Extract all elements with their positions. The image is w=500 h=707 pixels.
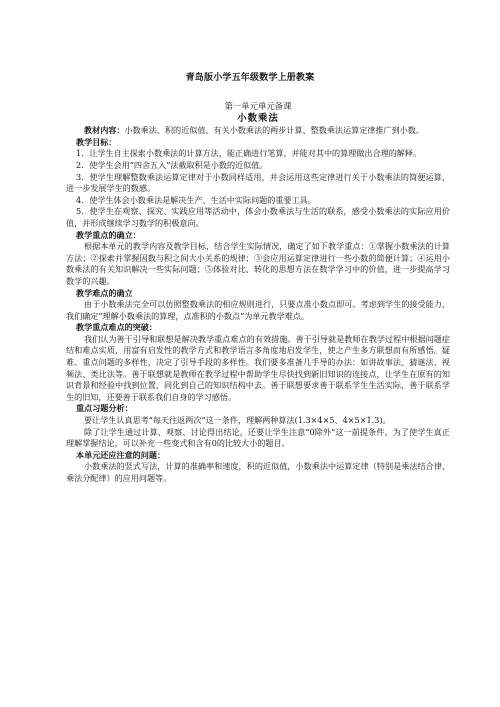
content-label: 教材内容： bbox=[84, 125, 125, 136]
goal-item: 3．使学生理解整数乘法运算定律对于小数同样适用，并会运用这些定律进行关于小数乘法的简便运算，进一步发展学生的数感。 bbox=[66, 171, 450, 194]
breakthrough-text: 我们认为善于引导和联想是解决教学重点难点的有效措施。善于引导就是教师在教学过程中根据问题症结和难点实质，用富有启发性的教学方式和教学语言多角度地启发学生，使之产生多方联想而有所感悟。疑难、重点问题的多样性，决定了引导手段的多样性。我们要多准备几手导的办法：如讲故事法、猜谜法、视频法、类比法等。善于联想就是教师在教学过程中帮助学生尽快找到新旧知识的连接点，让学生在原有的知识背景和经验中找到位置，同化到自己的知识结构中去。善于联想要求善于联系学生生活实际，善于联系学生的旧知，还要善于联系我们自身的学习感悟。 bbox=[66, 333, 450, 402]
document-body bbox=[66, 101, 450, 485]
difficulties-heading: 教学难点的确立 bbox=[76, 287, 133, 298]
key-points-heading: 教学重点的确立： bbox=[76, 229, 141, 240]
goal-item: 1．让学生自主探索小数乘法的计算方法，能正确进行笔算，并能对其中的算理做出合理的解释。 bbox=[76, 148, 422, 159]
exercises-text-1: 要让学生认真思考“每天往返两次”这一条件，理解两种算法(1.3×4×5、4×5×1.3)。 bbox=[84, 415, 391, 426]
key-points-text: 根据本单元的教学内容及教学目标，结合学生实际情况，确定了如下教学重点：①掌握小数乘法的计算方法；②探索并掌握因数与积之间大小关系的规律；③会应用运算定律进行一些小数的简便计算；④运用小数乘法的有关知识解决一些实际问题；⑤体验对比、转化的思想方法在数学学习中的价值，进一步提高学习数学的兴趣。 bbox=[66, 241, 450, 286]
attention-text: 小数乘法的竖式写法，计算的准确率和速度，积的近似值，小数乘法中运算定律（特别是乘法结合律、乘法分配律）的应用问题等。 bbox=[66, 461, 450, 483]
breakthrough-heading: 教学重点难点的突破： bbox=[76, 322, 157, 333]
document-title: 青岛版小学五年级数学上册教案 bbox=[185, 73, 315, 83]
difficulties-text: 由于小数乘法完全可以仿照整数乘法的相应规则进行，只要点准小数点即可。考虑到学生的接受能力，我们确定“理解小数乘法的算理，点准积的小数点”为单元教学难点。 bbox=[66, 299, 450, 321]
exercises-text-2: 除了让学生通过计算、观察、讨论得出结论，还要让学生注意“0除外”这一前提条件。为了使学生真正理解掌握结论，可以补充一些变式和含有0的比较大小的题目。 bbox=[66, 426, 450, 449]
goal-item: 2．使学生会用“四舍五入”法截取积是小数的近似值。 bbox=[76, 159, 268, 170]
exercises-heading: 重点习题分析： bbox=[76, 403, 133, 414]
goals-heading: 教学目标： bbox=[76, 136, 117, 147]
goal-item: 5．使学生在观察、探究、实践应用等活动中，体会小数乘法与生活的联系，感受小数乘法的实际应用价值，并形成继续学习数学的积极意向。 bbox=[66, 206, 450, 228]
unit-subtitle: 小数乘法 bbox=[237, 112, 279, 124]
attention-heading: 本单元还应注意的问题： bbox=[76, 449, 166, 460]
content-paragraph bbox=[66, 125, 450, 137]
unit-title: 第一单元单元备课 bbox=[224, 101, 292, 111]
goal-item: 4．使学生体会小数乘法是解决生产、生活中实际问题的重要工具。 bbox=[76, 194, 316, 205]
content-text: 小数乘法、积的近似值、有关小数乘法的两步计算、整数乘法运算定律推广到小数。 bbox=[124, 125, 424, 136]
